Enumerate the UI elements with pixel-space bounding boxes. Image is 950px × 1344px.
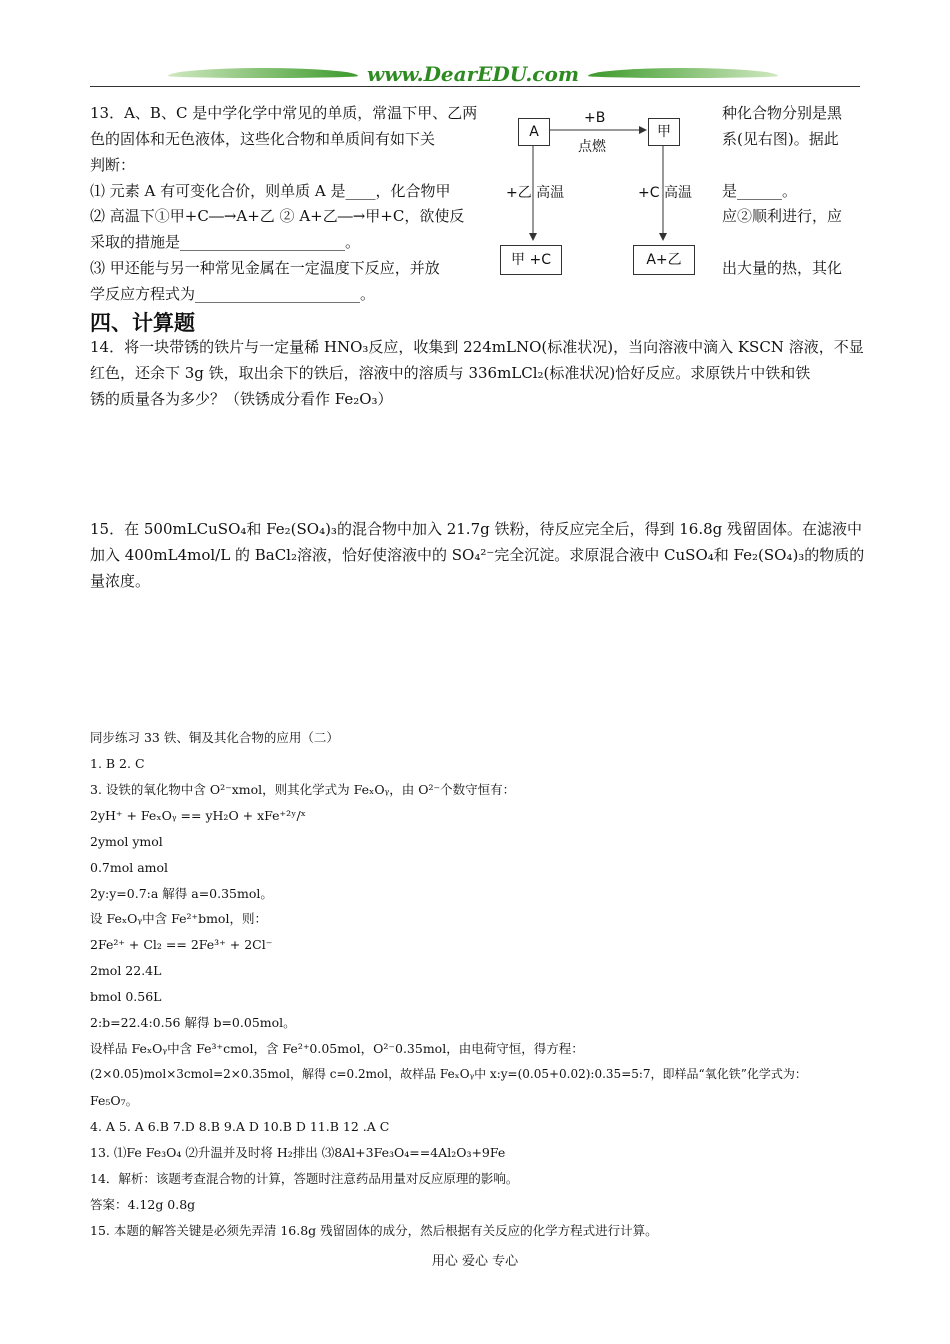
q13-right-line: 系(见右图)。据此: [722, 130, 839, 148]
q13-line: 学反应方程式为______________________。: [90, 285, 376, 303]
header-swoosh-left: [168, 68, 358, 78]
q13-line: 色的固体和无色液体，这些化合物和单质间有如下关: [90, 130, 436, 148]
answer-line: 答案：4.12g 0.8g: [90, 1197, 196, 1212]
answer-line: 2Fe²⁺ + Cl₂ == 2Fe³⁺ + 2Cl⁻: [90, 937, 273, 952]
answer-line: 14．解析：该题考查混合物的计算，答题时注意药品用量对反应原理的影响。: [90, 1171, 519, 1186]
answer-line: 0.7mol amol: [90, 860, 169, 875]
box-a-yi: A+乙: [633, 245, 695, 275]
answer-line: 1. B 2. C: [90, 756, 145, 771]
section-heading: 四、计算题: [90, 311, 195, 335]
q13-right-line: 应②顺利进行，应: [722, 207, 843, 225]
answer-line: 设 FeₓOᵧ中含 Fe²⁺bmol，则：: [90, 911, 267, 926]
answer-line: 2ymol ymol: [90, 834, 163, 849]
answer-line: 4. A 5. A 6.B 7.D 8.B 9.A D 10.B D 11.B 12 .A C: [90, 1119, 390, 1134]
q14-line: 红色，还余下 3g 铁，取出余下的铁后，溶液中的溶质与 336mLCl₂(标准状况)恰好反应。求原铁片中铁和铁: [90, 364, 811, 382]
answer-line: bmol 0.56L: [90, 989, 162, 1004]
page-footer: 用心 爱心 专心: [431, 1254, 519, 1269]
left-arrow-label: +乙 高温: [506, 185, 565, 201]
header-divider: [90, 86, 860, 87]
box-a: A: [518, 118, 550, 146]
q13-right-line: 出大量的热，其化: [722, 259, 843, 277]
box-jia: 甲: [648, 118, 680, 146]
site-logo-text: www.DearEDU.com: [366, 62, 579, 86]
site-header: [168, 62, 778, 88]
answer-line: Fe₅O₇。: [90, 1093, 139, 1108]
answer-line: (2×0.05)mol×3cmol=2×0.35mol，解得 c=0.2mol，故样品 FeₓOᵧ中 x:y=(0.05+0.02):0.35=5:7，即样品“氧化铁”化学式为：: [90, 1067, 807, 1081]
answer-line: 3. 设铁的氧化物中含 O²⁻xmol，则其化学式为 FeₓOᵧ，由 O²⁻个数守恒有：: [90, 782, 516, 797]
q14-line: 14．将一块带锈的铁片与一定量稀 HNO₃反应，收集到 224mLNO(标准状况)，当向溶液中滴入 KSCN 溶液，不显: [90, 338, 864, 356]
q13-line: ⑵ 高温下①甲+C―→A+乙 ② A+乙―→甲+C，欲使反: [90, 207, 465, 225]
q13-line: 判断：: [90, 156, 136, 174]
answer-line: 2mol 22.4L: [90, 963, 162, 978]
q13-right-line: 是______。: [722, 182, 798, 200]
q15-line: 加入 400mL4mol/L 的 BaCl₂溶液，恰好使溶液中的 SO₄²⁻完全沉淀。求原混合液中 CuSO₄和 Fe₂(SO₄)₃的物质的: [90, 546, 865, 564]
answer-line: 13. ⑴Fe Fe₃O₄ ⑵升温并及时将 H₂排出 ⑶8Al+3Fe₃O₄==4Al₂O₃+9Fe: [90, 1145, 506, 1160]
q15-line: 量浓度。: [90, 572, 151, 590]
answer-line: 2:b=22.4:0.56 解得 b=0.05mol。: [90, 1015, 296, 1030]
arrow-top-sublabel: 点燃: [578, 139, 606, 155]
arrow-top-label: +B: [584, 110, 606, 126]
q13-line: ⑴ 元素 A 有可变化合价，则单质 A 是____，化合物甲: [90, 182, 451, 200]
box-jia-c: 甲 +C: [500, 245, 562, 275]
q15-line: 15．在 500mLCuSO₄和 Fe₂(SO₄)₃的混合物中加入 21.7g 铁粉，待反应完全后，得到 16.8g 残留固体。在滤液中: [90, 520, 863, 538]
q13-line: ⑶ 甲还能与另一种常见金属在一定温度下反应，并放: [90, 259, 440, 277]
q13-line: 13．A、B、C 是中学化学中常见的单质，常温下甲、乙两: [90, 104, 478, 122]
q14-line: 锈的质量各为多少？（铁锈成分看作 Fe₂O₃）: [90, 390, 393, 408]
header-swoosh-right: [588, 68, 778, 78]
q13-line: 采取的措施是______________________。: [90, 233, 361, 251]
reaction-diagram: [500, 110, 700, 285]
answer-line: 2yH⁺ + FeₓOᵧ == yH₂O + xFe⁺²ʸ/ˣ: [90, 808, 306, 823]
answer-line: 同步练习 33 铁、铜及其化合物的应用（二）: [90, 730, 339, 745]
right-arrow-label: +C 高温: [638, 185, 692, 201]
answer-line: 15. 本题的解答关键是必须先弄清 16.8g 残留固体的成分，然后根据有关反应的化学方程式进行计算。: [90, 1223, 658, 1238]
answer-line: 2y:y=0.7:a 解得 a=0.35mol。: [90, 886, 273, 901]
answer-line: 设样品 FeₓOᵧ中含 Fe³⁺cmol，含 Fe²⁺0.05mol，O²⁻0.35mol，由电荷守恒，得方程：: [90, 1041, 584, 1056]
q13-right-line: 种化合物分别是黑: [722, 104, 843, 122]
